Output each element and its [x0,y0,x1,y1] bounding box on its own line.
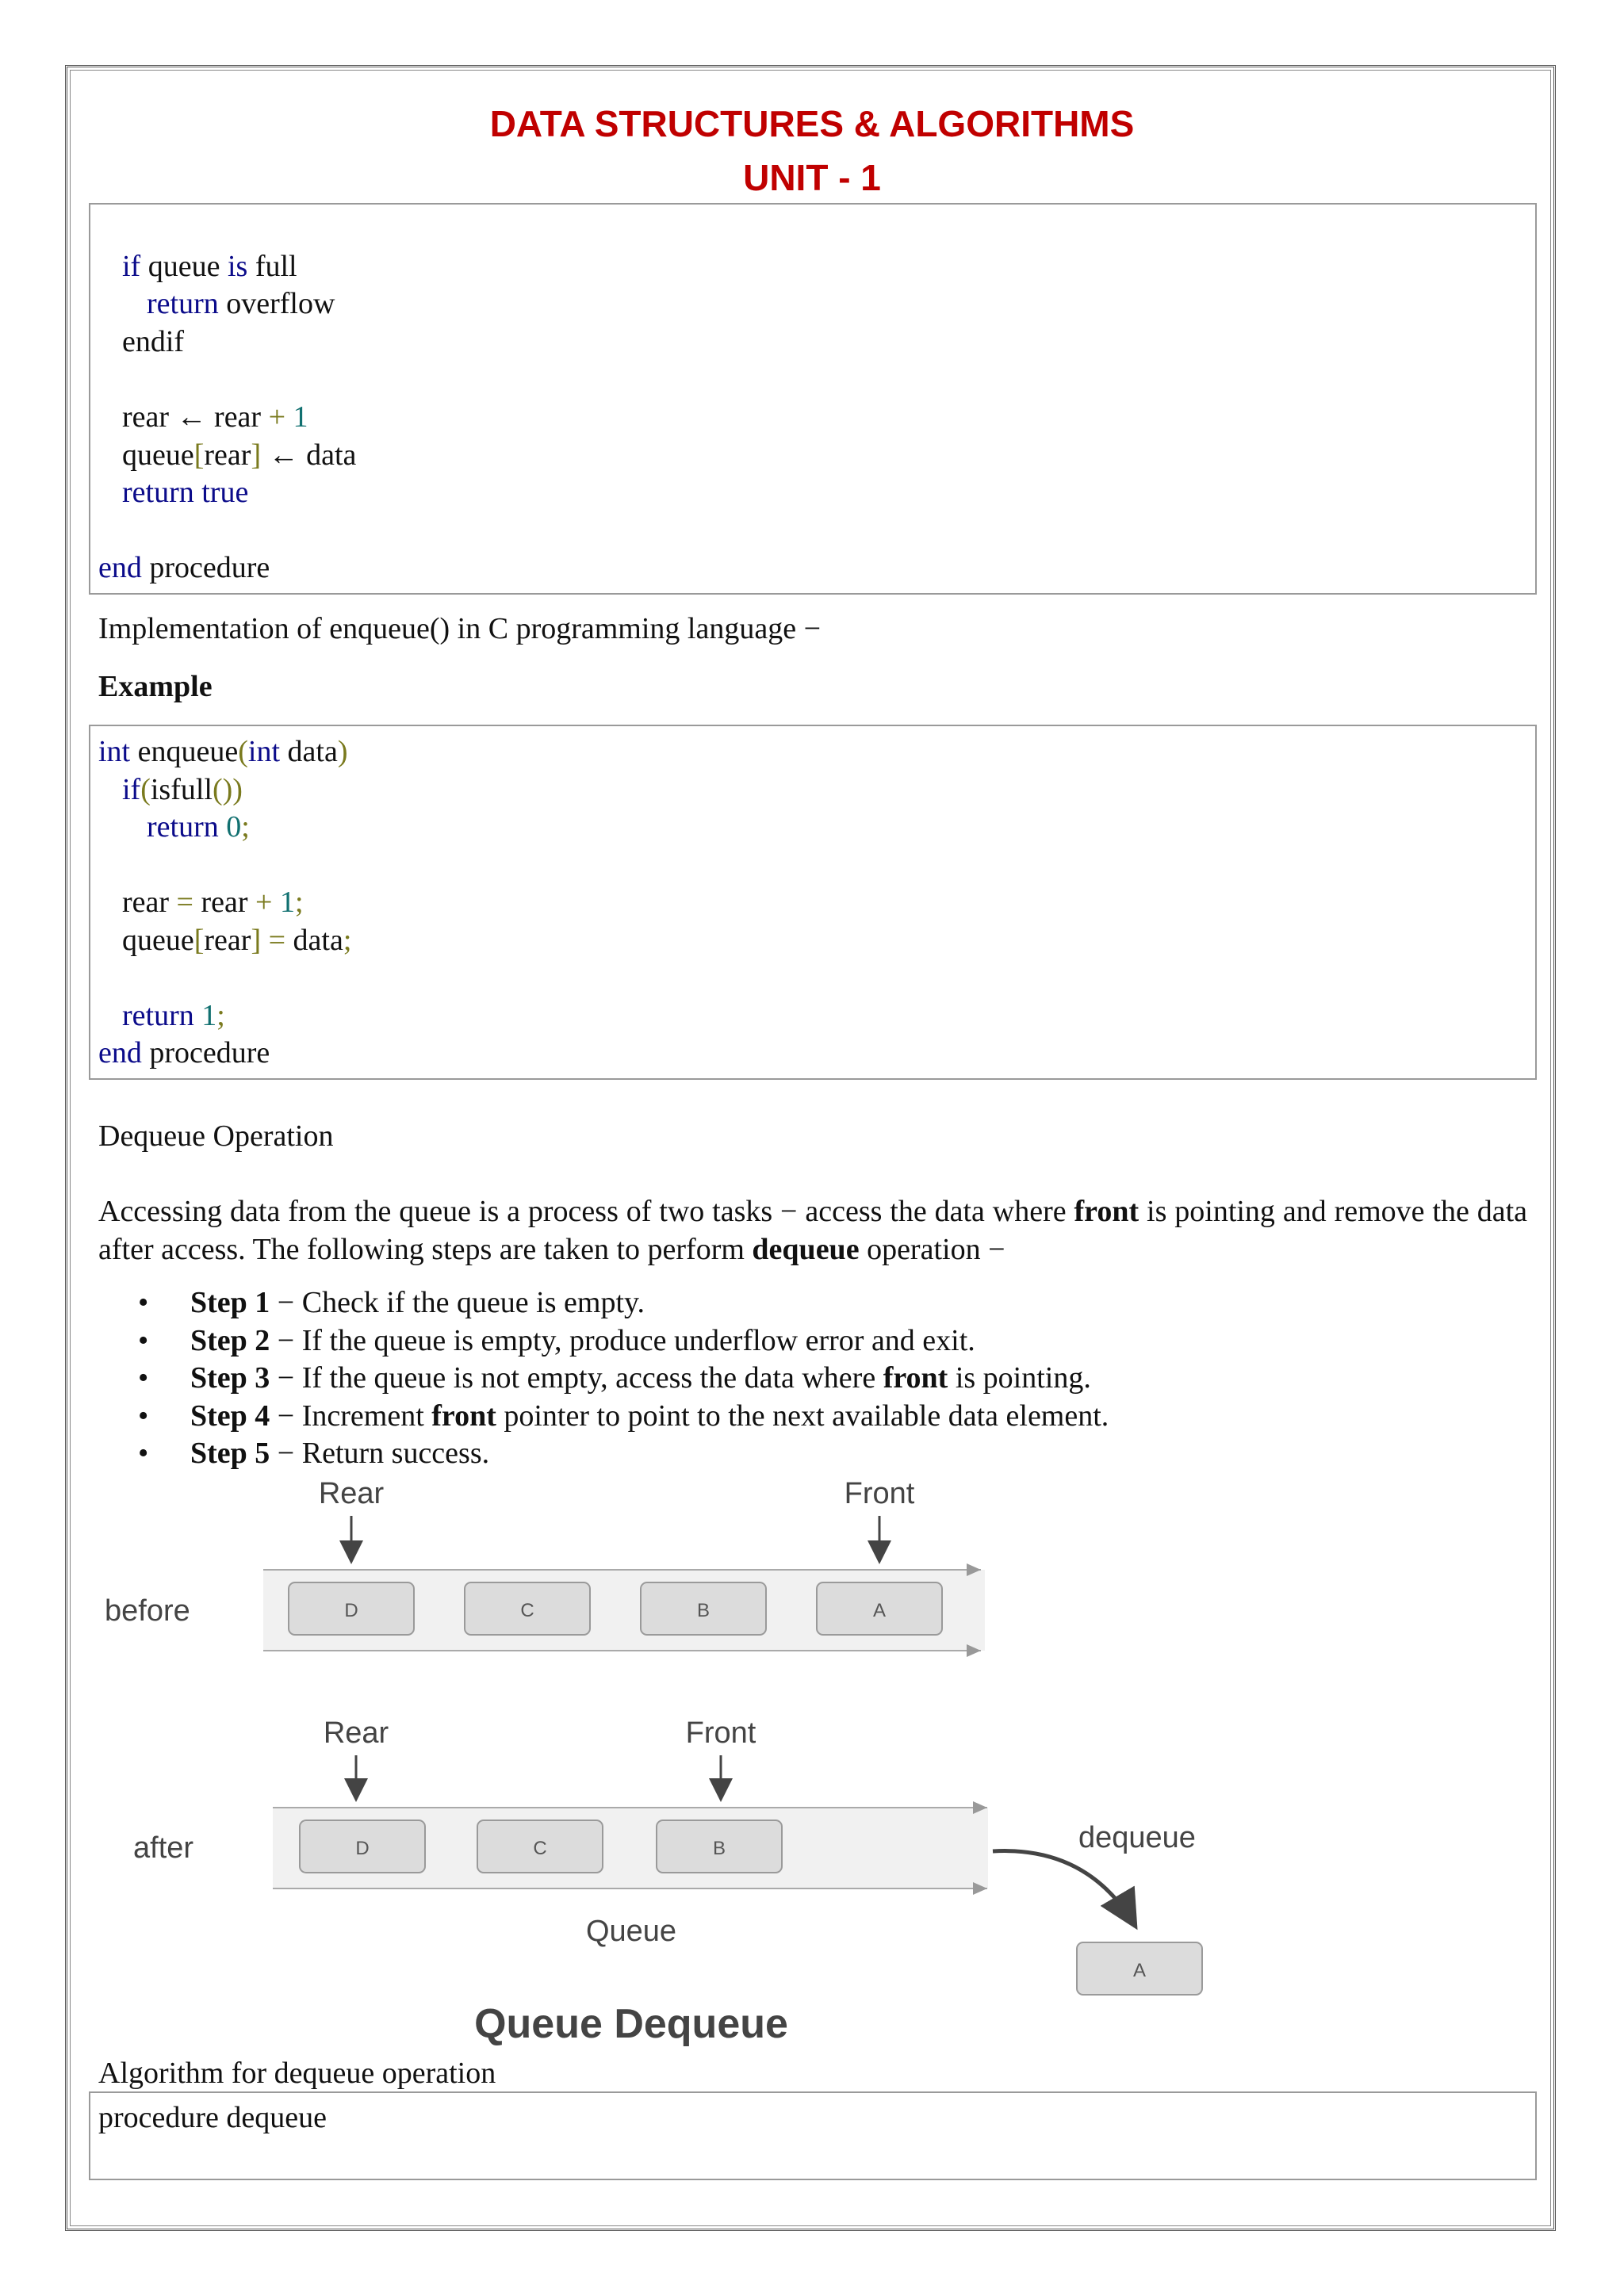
list-item: • Step 3 − If the queue is not empty, access the data where front is pointing. [89,1360,1109,1398]
svg-text:C: C [520,1600,534,1621]
steps-list [89,1284,1109,1473]
rear-label: Rear [323,1716,389,1750]
before-cell [641,1582,766,1635]
after-cell [477,1820,603,1873]
unit-title: UNIT - 1 [743,157,881,198]
intro-text: Implementation of enqueue() in C programming language − [98,612,821,645]
svg-text:D: D [355,1838,370,1859]
code-line: end procedure [98,1036,270,1070]
code-line: if(isfull()) [122,773,243,806]
code-line: if queue is full [122,250,297,283]
code-line: rear = rear + 1; [122,886,304,919]
code-line: return overflow [147,287,335,320]
dequeue-heading: Dequeue Operation [98,1119,334,1153]
removed-cell [1077,1942,1202,1995]
svg-text:A: A [1132,1960,1147,1981]
code-line: queue[rear] ← data [122,438,357,472]
code-line: rear ← rear + 1 [122,400,308,434]
before-label: before [105,1594,190,1628]
dequeue-arrow-icon [993,1851,1136,1927]
svg-text:B: B [712,1838,726,1859]
bullet-icon: • [138,1399,149,1433]
bullet-icon: • [138,1286,149,1319]
diagram-caption: Queue Dequeue [474,2001,788,2047]
queue-dequeue-diagram [89,1467,1326,2053]
list-item: • Step 2 − If the queue is empty, produce underflow error and exit. [89,1322,1109,1360]
bullet-icon: • [138,1437,149,1470]
code-line: return true [122,476,249,509]
algorithm-heading: Algorithm for dequeue operation [98,2057,496,2090]
queue-label: Queue [585,1915,677,1948]
front-label: Front [844,1477,915,1510]
code-line: end procedure [98,551,270,584]
code-line: return 0; [147,810,250,844]
list-item: • Step 5 − Return success. [89,1435,1109,1473]
rear-label: Rear [318,1477,385,1510]
after-cell [657,1820,782,1873]
svg-text:A: A [872,1600,887,1621]
list-item: • Step 4 − Increment front pointer to point to the next available data element. [89,1398,1109,1436]
example-heading: Example [98,670,213,703]
svg-text:D: D [344,1600,358,1621]
svg-text:C: C [533,1838,547,1859]
document-title: DATA STRUCTURES & ALGORITHMS [489,103,1135,144]
enqueue-code-box [89,725,1537,1080]
bullet-icon: • [138,1361,149,1395]
after-label: after [133,1831,194,1865]
code-line: int enqueue(int data) [98,735,348,768]
before-cell [817,1582,942,1635]
code-line: queue[rear] = data; [122,924,352,957]
code-line: procedure dequeue [98,2101,327,2134]
code-line: endif [122,325,185,358]
dequeue-paragraph: Accessing data from the queue is a process of two tasks − access the data where front is pointing and remove the data after access. The following steps are taken to perform dequeue operation − [98,1195,1527,1266]
dequeue-label: dequeue [1078,1821,1196,1854]
front-label: Front [685,1716,756,1750]
list-item: • Step 1 − Check if the queue is empty. [89,1284,1109,1322]
before-cell [289,1582,414,1635]
before-cell [465,1582,590,1635]
code-line: return 1; [122,999,225,1032]
svg-text:B: B [696,1600,710,1621]
after-cell [300,1820,425,1873]
bullet-icon: • [138,1323,149,1357]
